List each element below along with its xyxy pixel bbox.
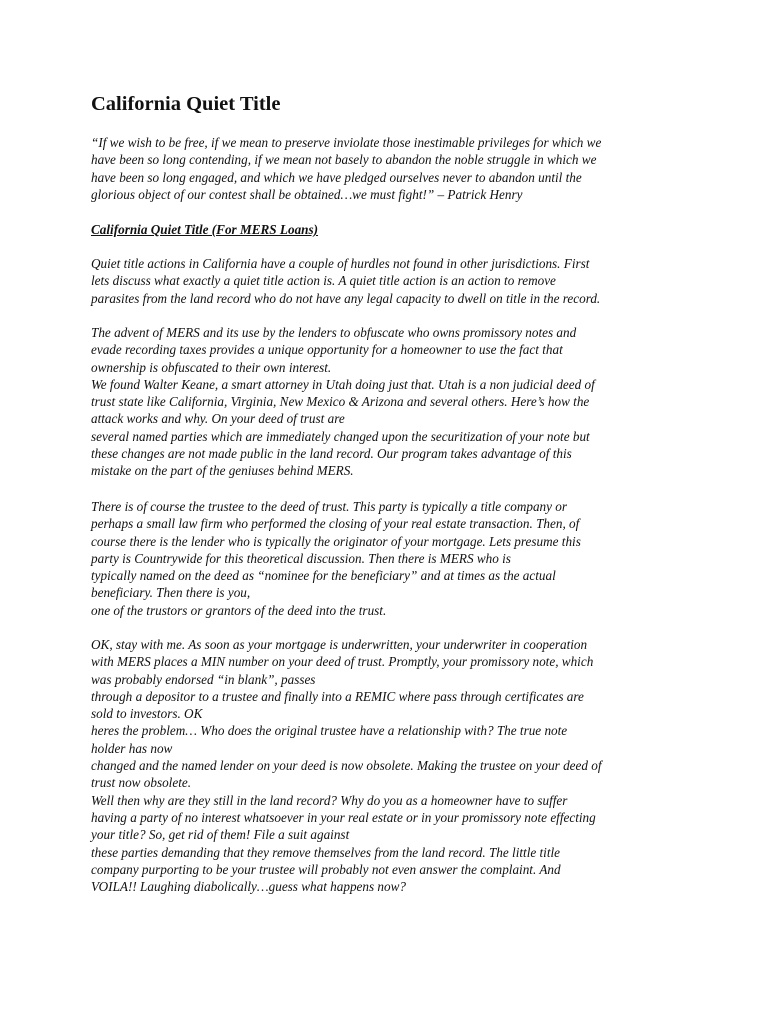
paragraph-line: sold to investors. OK: [91, 706, 203, 722]
paragraph-line: attack works and why. On your deed of trust are: [91, 411, 345, 427]
paragraph-line: these parties demanding that they remove themselves from the land record. The little title: [91, 844, 561, 860]
paragraph-line: typically named on the deed as “nominee for the beneficiary” and at times as the actual: [91, 568, 556, 584]
paragraph-line: was probably endorsed “in blank”, passes: [91, 671, 316, 687]
paragraph-line: trust now obsolete.: [91, 775, 192, 791]
quote-line: glorious object of our contest shall be obtained…we must fight!” – Patrick Henry: [91, 186, 523, 202]
document-title: California Quiet Title: [91, 93, 281, 115]
patrick-henry-quote: [91, 134, 601, 203]
paragraph-line: your title? So, get rid of them! File a suit against: [91, 827, 350, 843]
quote-line: have been so long engaged, and which we have pledged ourselves never to abandon until the: [91, 169, 582, 185]
paragraph-line: We found Walter Keane, a smart attorney in Utah doing just that. Utah is a non judicial deed of: [91, 376, 595, 392]
paragraph-quiet-title-intro: [91, 255, 600, 307]
paragraph-line: perhaps a small law firm who performed the closing of your real estate transaction. Then, of: [91, 516, 580, 532]
paragraph-line: OK, stay with me. As soon as your mortgage is underwritten, your underwriter in cooperation: [91, 637, 588, 652]
paragraph-line: through a depositor to a trustee and finally into a REMIC where pass through certificates are: [91, 688, 584, 704]
paragraph-mers-advent: [91, 324, 595, 480]
paragraph-line: VOILA!! Laughing diabolically…guess what happens now?: [91, 879, 406, 895]
quote-line: have been so long contending, if we mean not basely to abandon the noble struggle in which we: [91, 152, 597, 168]
paragraph-line: Quiet title actions in California have a couple of hurdles not found in other jurisdictions. First: [91, 256, 590, 271]
paragraph-the-problem: [91, 636, 602, 895]
paragraph-line: evade recording taxes provides a unique opportunity for a homeowner to use the fact that: [91, 342, 563, 358]
quote-line: “If we wish to be free, if we mean to preserve inviolate those inestimable privileges for which we: [91, 135, 602, 150]
paragraph-line: changed and the named lender on your deed is now obsolete. Making the trustee on your deed of: [91, 758, 602, 774]
paragraph-line: mistake on the part of the geniuses behind MERS.: [91, 463, 354, 479]
paragraph-line: company purporting to be your trustee will probably not even answer the complaint. And: [91, 861, 561, 877]
paragraph-line: ownership is obfuscated to their own interest.: [91, 359, 332, 375]
paragraph-line: trust state like California, Virginia, New Mexico & Arizona and several others. Here’s how the: [91, 394, 590, 410]
paragraph-line: lets discuss what exactly a quiet title action is. A quiet title action is an action to remove: [91, 273, 556, 289]
paragraph-line: There is of course the trustee to the deed of trust. This party is typically a title company or: [91, 499, 568, 514]
paragraph-line: with MERS places a MIN number on your deed of trust. Promptly, your promissory note, which: [91, 654, 594, 670]
paragraph-line: beneficiary. Then there is you,: [91, 585, 251, 601]
paragraph-line: parasites from the land record who do not have any legal capacity to dwell on title in the record.: [91, 290, 601, 306]
paragraph-line: several named parties which are immediately changed upon the securitization of your note but: [91, 428, 590, 444]
document-page: [91, 0, 691, 1024]
paragraph-line: one of the trustors or grantors of the deed into the trust.: [91, 602, 387, 618]
paragraph-line: holder has now: [91, 740, 173, 756]
paragraph-line: The advent of MERS and its use by the lenders to obfuscate who owns promissory notes and: [91, 325, 577, 340]
section-subheading: California Quiet Title (For MERS Loans): [91, 222, 319, 237]
paragraph-line: having a party of no interest whatsoever in your real estate or in your promissory note effecting: [91, 809, 596, 825]
paragraph-line: course there is the lender who is typically the originator of your mortgage. Lets presume this: [91, 533, 581, 549]
paragraph-line: these changes are not made public in the land record. Our program takes advantage of this: [91, 446, 572, 462]
paragraph-line: Well then why are they still in the land record? Why do you as a homeowner have to suffer: [91, 792, 568, 808]
paragraph-line: heres the problem… Who does the original trustee have a relationship with? The true note: [91, 723, 568, 739]
paragraph-line: party is Countrywide for this theoretical discussion. Then there is MERS who is: [91, 550, 511, 566]
paragraph-trustee-parties: [91, 498, 581, 619]
